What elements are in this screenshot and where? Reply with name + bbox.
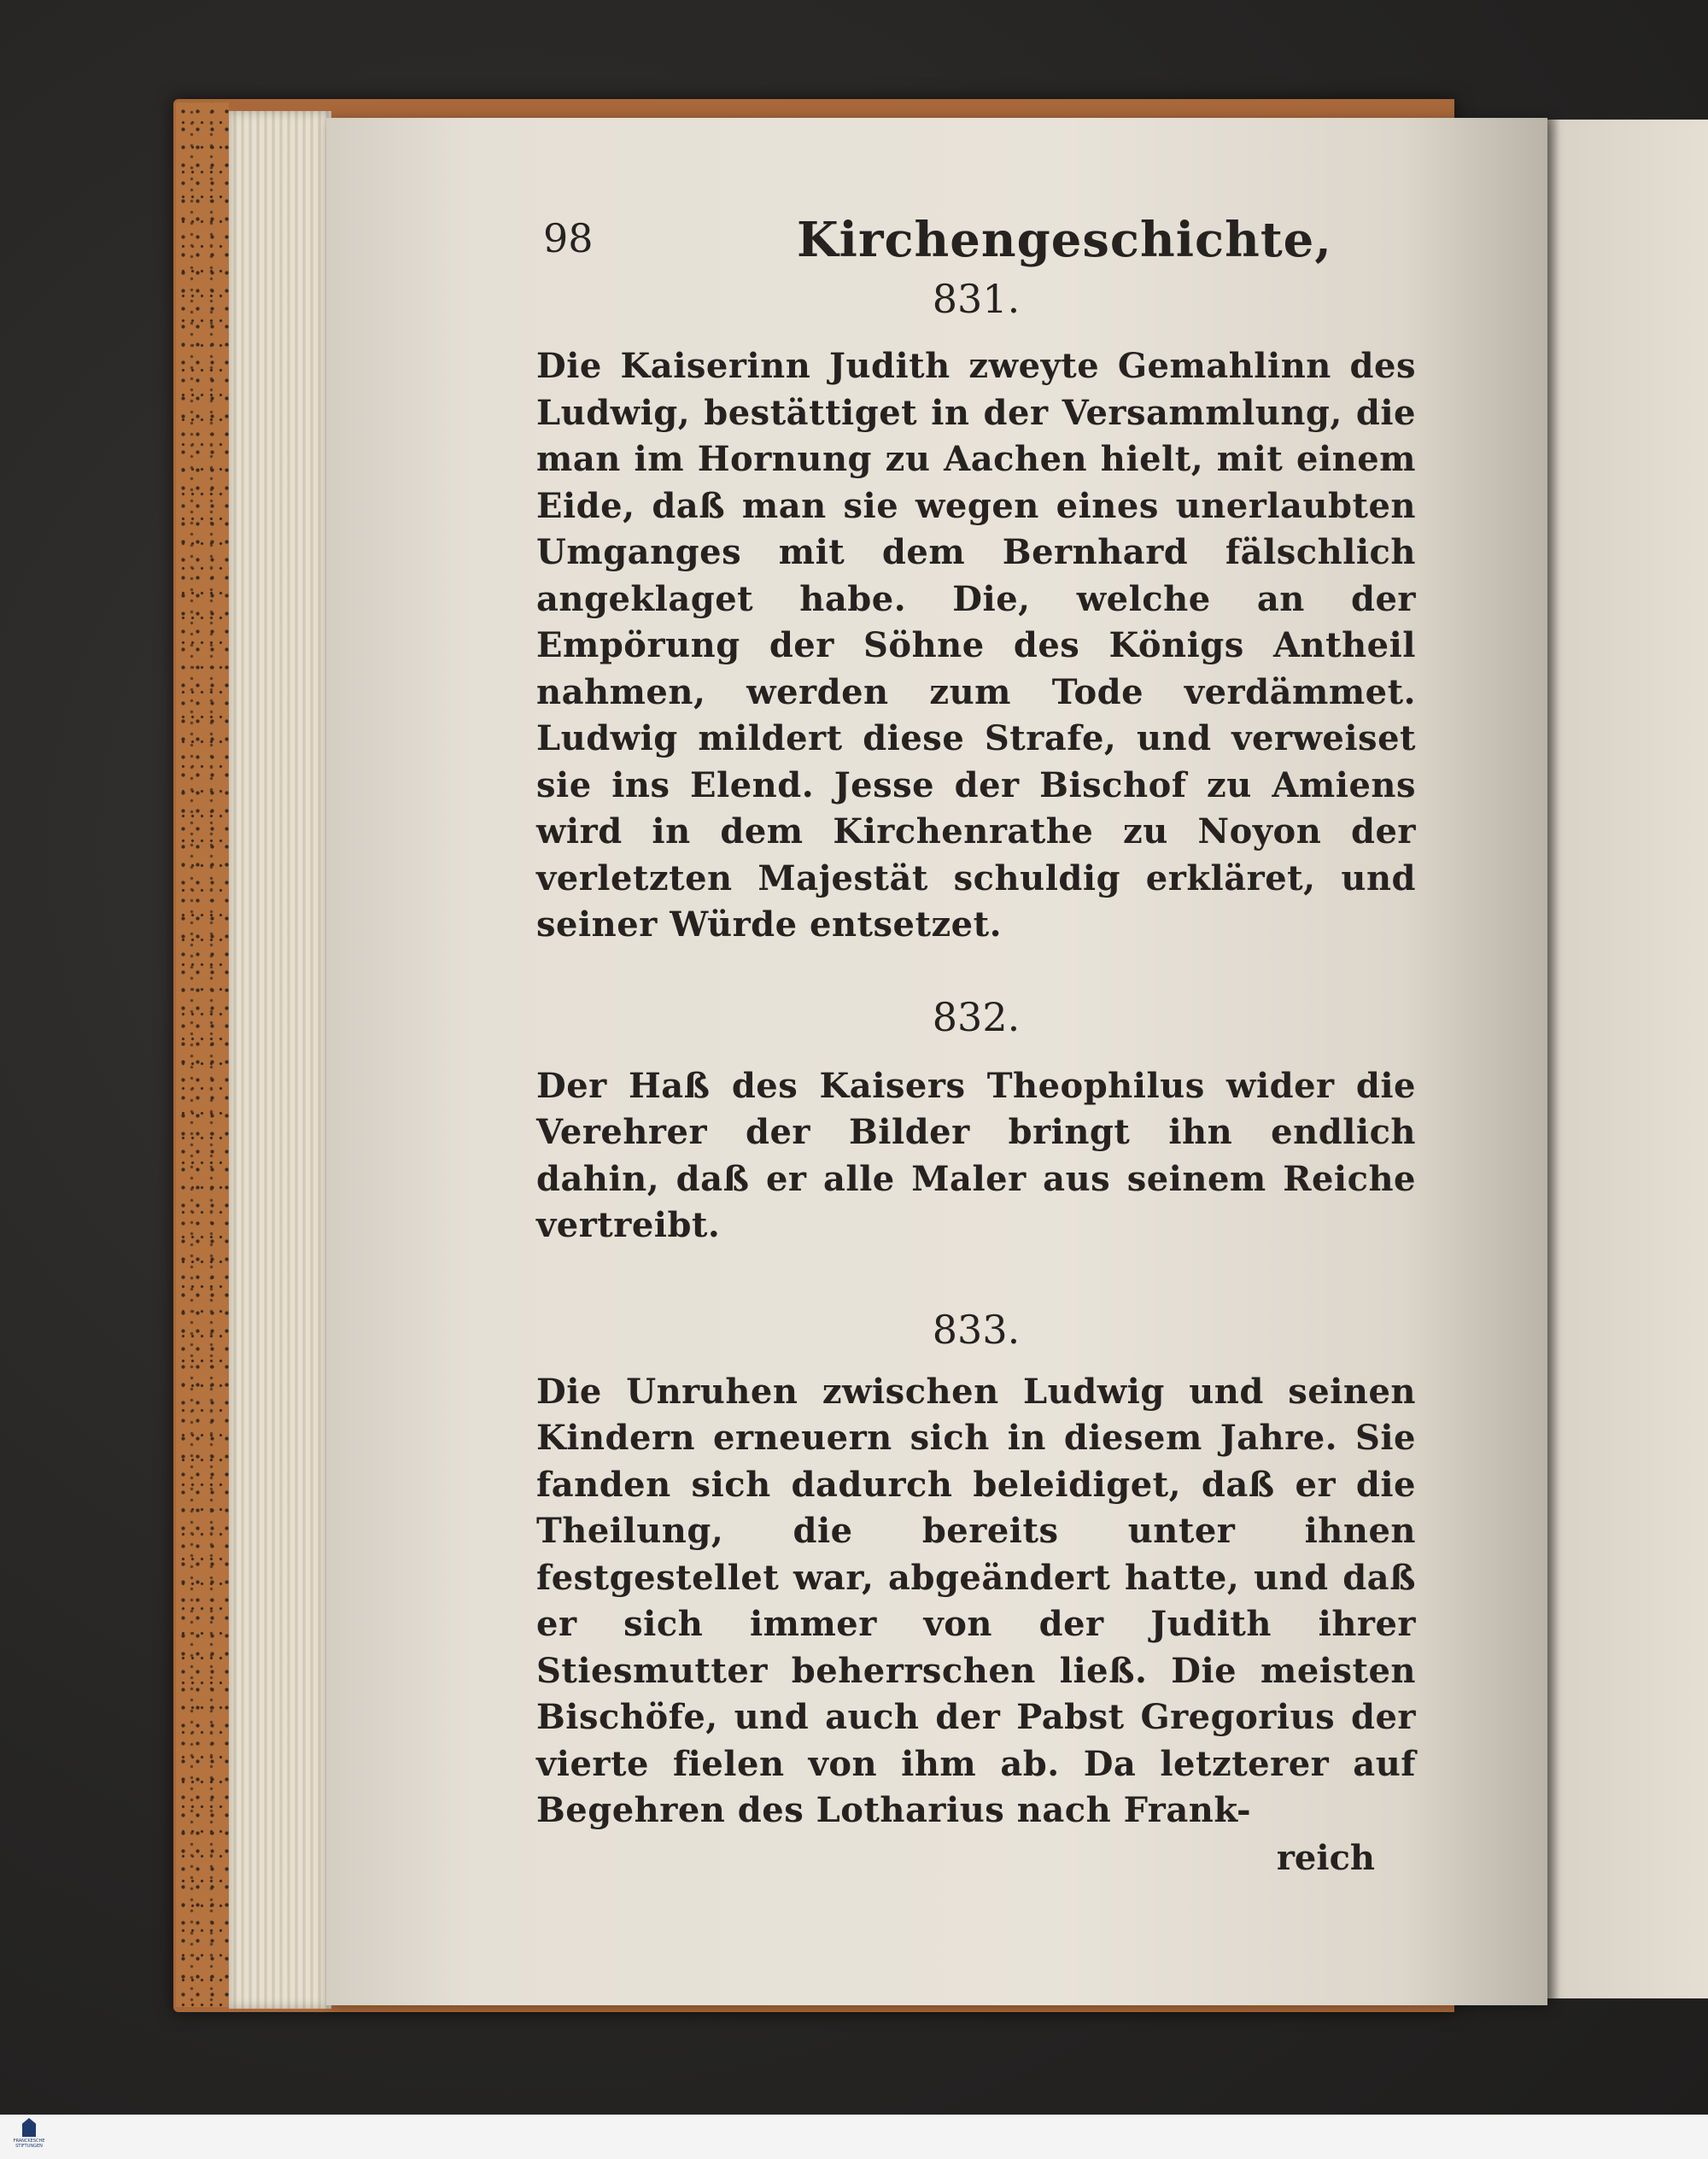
year-heading-833: 833. <box>932 1306 1021 1353</box>
paragraph-832: Der Haß des Kaisers Theophilus wider die Verehrer der Bilder bringt ihn endlich dahin, daß er alle Maler aus seinem Reiche vertreibt. <box>536 1065 1416 1245</box>
page-edges <box>229 111 331 2009</box>
year-heading-831: 831. <box>932 276 1021 322</box>
marbled-cover-edge <box>176 102 229 2007</box>
catchword: reich <box>1276 1837 1375 1878</box>
year-heading-832: 832. <box>932 993 1021 1040</box>
paragraph-833: Die Unruhen zwischen Ludwig und seinen Kindern erneuern sich in diesem Jahre. Sie fanden sich dadurch beleidiget, daß er die Theilung, die bereits unter ihnen festgestellet war, abgeändert hatte, und daß er sich immer von der Judith ihrer Stiesmutter beherrschen ließ. Die meisten Bischöfe, und auch der Pabst Gregorius der vierte fielen von ihm ab. Da letzterer auf Begehren des Lotharius nach Frank- <box>536 1371 1416 1830</box>
paragraph-831: Die Kaiserinn Judith zweyte Gemahlinn des Ludwig, bestättiget in der Versammlung, die man im Hornung zu Aachen hielt, mit einem Eide, daß man sie wegen eines unerlaubten Umganges mit dem Bernhard fälschlich angeklaget habe. Die, welche an der Empörung der Söhne des Königs Antheil nahmen, werden zum Tode verdämmet. Ludwig mildert diese Strafe, und verweiset sie ins Elend. Jesse der Bischof zu Amiens wird in dem Kirchenrathe zu Noyon der verletzten Majestät schuldig erkläret, und seiner Würde entsetzet. <box>536 346 1416 945</box>
page-number: 98 <box>543 215 594 261</box>
page-text <box>536 205 1416 1882</box>
running-title: Kirchengeschichte, <box>797 212 1332 268</box>
facing-page <box>1547 120 1708 1998</box>
institution-logo <box>9 2118 50 2156</box>
running-head <box>536 205 1416 273</box>
viewer-footer <box>0 2115 1708 2159</box>
logo-text: FRANCKESCHE STIFTUNGEN <box>13 2139 45 2149</box>
logo-icon <box>22 2118 36 2137</box>
